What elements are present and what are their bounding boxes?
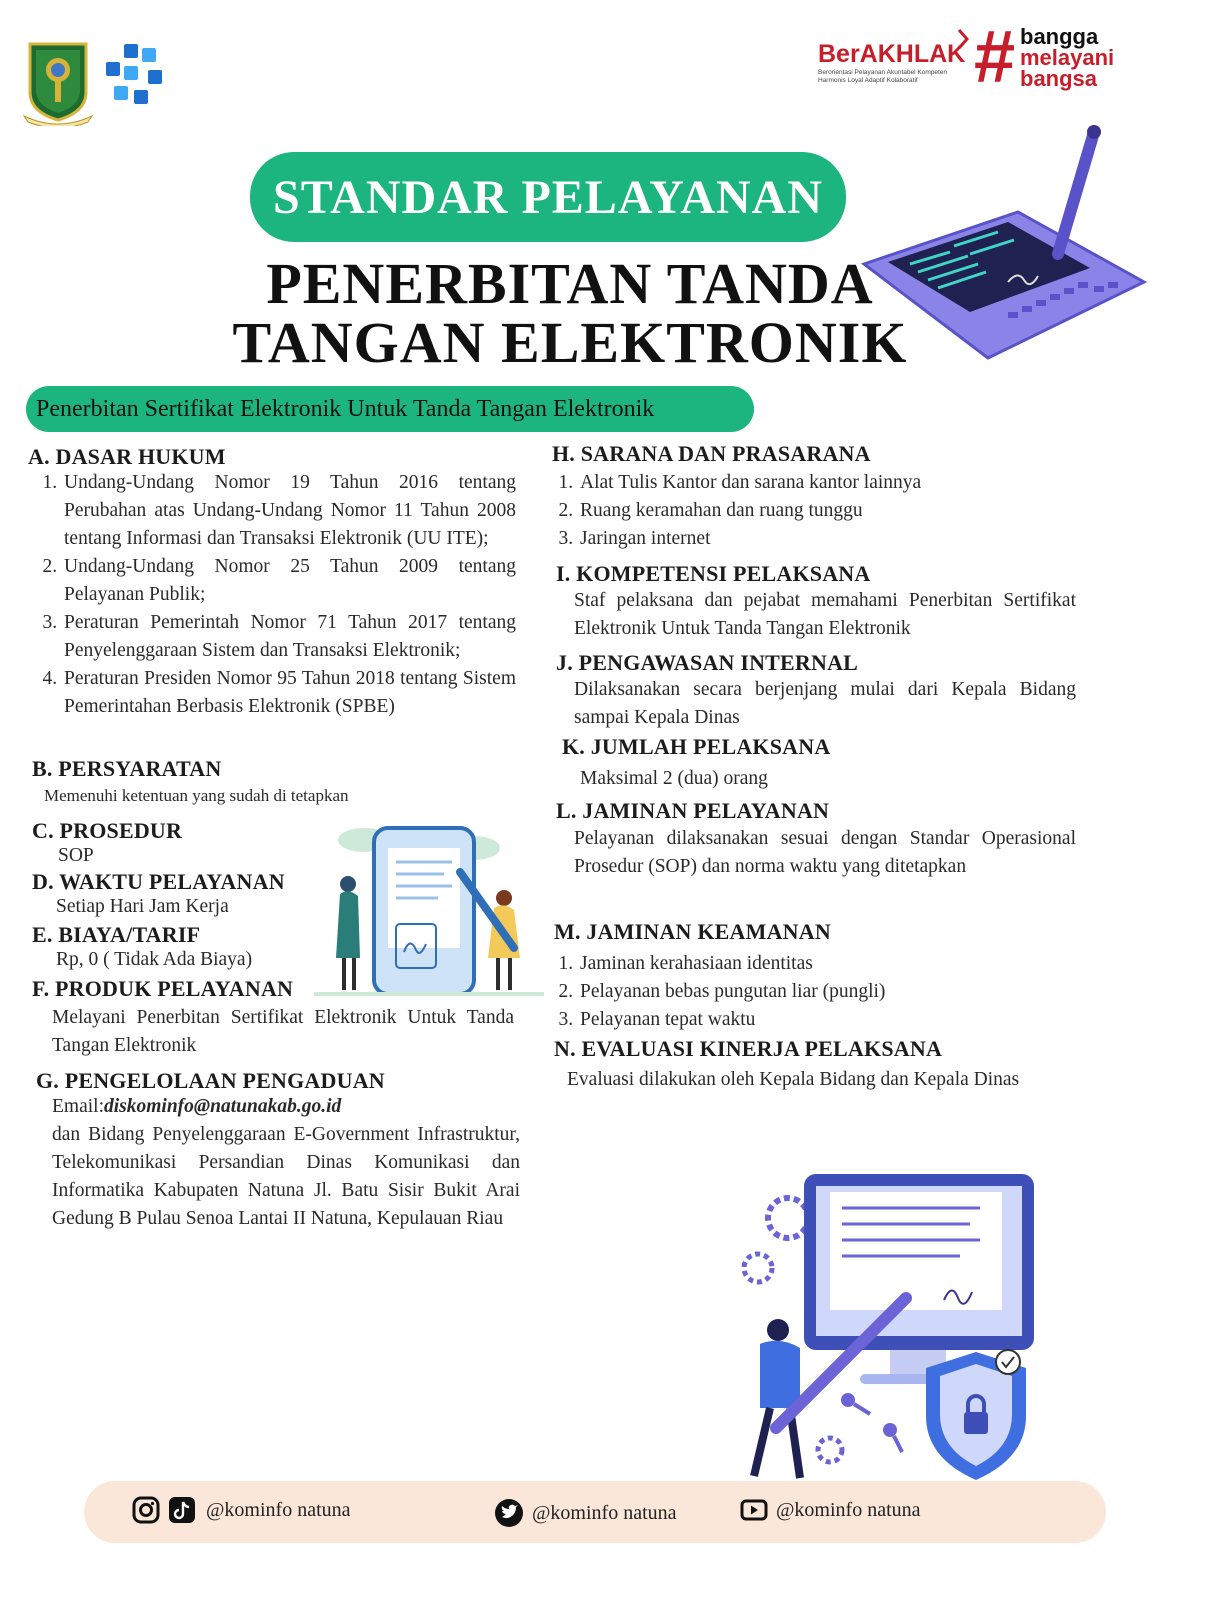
bangga-melayani-logo	[974, 15, 1134, 98]
section-l-text: Pelayanan dilaksanakan sesuai dengan Standar Operasional Prosedur (SOP) dan norma waktu yang ditetapkan	[574, 828, 1076, 877]
tiktok-icon[interactable]	[168, 1496, 196, 1524]
berakhlak-logo	[818, 40, 968, 90]
service-standard-badge: STANDAR PELAYANAN	[250, 152, 846, 242]
twitter-icon[interactable]	[494, 1498, 524, 1528]
section-h-title: H. SARANA DAN PRASARANA	[552, 441, 871, 466]
section-j-title: J. PENGAWASAN INTERNAL	[556, 650, 859, 675]
chevron-right-icon	[955, 28, 971, 50]
section-k-text: Maksimal 2 (dua) orang	[580, 768, 768, 789]
section-n-title: N. EVALUASI KINERJA PELAKSANA	[554, 1036, 943, 1061]
section-b-text: Memenuhi ketentuan yang sudah di tetapkan	[44, 786, 349, 805]
tablet-signature-illustration	[858, 122, 1148, 362]
list-item: 1. Alat Tulis Kantor dan sarana kantor lainnya	[578, 469, 1064, 497]
twitter-label[interactable]: @kominfo natuna	[532, 1501, 677, 1524]
section-c-title: C. PROSEDUR	[32, 818, 183, 843]
section-i-title: I. KOMPETENSI PELAKSANA	[556, 561, 871, 586]
section-f-text: Melayani Penerbitan Sertifikat Elektronik Untuk Tanda Tangan Elektronik	[52, 1007, 514, 1056]
section-i-text: Staf pelaksana dan pejabat memahami Penerbitan Sertifikat Elektronik Untuk Tanda Tangan Elektronik	[574, 590, 1076, 639]
berakhlak-text: BerAKHLAK	[818, 40, 966, 68]
email-link[interactable]: diskominfo@natunakab.go.id	[104, 1096, 342, 1117]
main-title-line-1: PENERBITAN TANDA	[266, 251, 874, 316]
section-f-title: F. PRODUK PELAYANAN	[32, 976, 294, 1001]
phone-signature-illustration	[314, 818, 544, 998]
section-m-list	[544, 950, 1064, 1034]
melayani-text: melayani	[1020, 45, 1115, 70]
email-label: Email:	[52, 1096, 104, 1117]
section-e-title: E. BIAYA/TARIF	[32, 922, 201, 947]
section-c-text: SOP	[58, 845, 94, 866]
section-m-title: M. JAMINAN KEAMANAN	[554, 919, 831, 944]
list-item: 3. Pelayanan tepat waktu	[578, 1006, 1064, 1034]
regency-emblem-icon	[22, 40, 94, 126]
bangga-text: bangga	[1020, 24, 1099, 49]
section-g-email-line	[52, 1093, 341, 1121]
list-item: 1. Jaminan kerahasiaan identitas	[578, 950, 1064, 978]
list-item: 2. Pelayanan bebas pungutan liar (pungli)	[578, 978, 1064, 1006]
list-item: 4. Peraturan Presiden Nomor 95 Tahun 2018 tentang Sistem Pemerintahan Berbasis Elektronik (SPBE)	[62, 665, 516, 721]
kominfo-logo-icon	[102, 42, 168, 108]
youtube-handle[interactable]	[740, 1496, 921, 1524]
section-h-list	[544, 469, 1064, 553]
section-g-text: dan Bidang Penyelenggaraan E-Government Infrastruktur, Telekomunikasi Persandian Dinas Komunikasi dan Informatika Kabupaten Natuna Jl. Batu Sisir Bukit Arai Gedung B Pulau Senoa Lantai II Natuna, Kepulauan Riau	[52, 1124, 520, 1229]
bangsa-text: bangsa	[1020, 66, 1098, 91]
youtube-icon[interactable]	[740, 1496, 768, 1524]
instagram-icon[interactable]	[132, 1496, 160, 1524]
instagram-tiktok-label[interactable]: @kominfo natuna	[206, 1498, 351, 1521]
youtube-label[interactable]: @kominfo natuna	[776, 1498, 921, 1521]
instagram-tiktok-handle[interactable]	[132, 1496, 351, 1524]
hash-mark: #	[974, 15, 1016, 98]
berakhlak-line-2: Harmonis Loyal Adaptif Kolaboratif	[818, 77, 918, 84]
monitor-security-illustration	[730, 1168, 1040, 1488]
list-item: 3. Peraturan Pemerintah Nomor 71 Tahun 2017 tentang Penyelenggaraan Sistem dan Transaksi Elektronik;	[62, 609, 516, 665]
list-item: 1. Undang-Undang Nomor 19 Tahun 2016 tentang Perubahan atas Undang-Undang Nomor 11 Tahun 2008 tentang Informasi dan Transaksi Elektronik (UU ITE);	[62, 469, 516, 553]
twitter-handle[interactable]	[494, 1498, 677, 1528]
section-a-list	[28, 469, 516, 721]
section-d-title: D. WAKTU PELAYANAN	[32, 869, 285, 894]
section-a-title: A. DASAR HUKUM	[28, 444, 226, 469]
section-j-text: Dilaksanakan secara berjenjang mulai dari Kepala Bidang sampai Kepala Dinas	[574, 679, 1076, 728]
berakhlak-line-1: Berorientasi Pelayanan Akuntabel Kompeten	[818, 69, 948, 76]
section-g-title: G. PENGELOLAAN PENGADUAN	[36, 1068, 385, 1093]
list-item: 2. Ruang keramahan dan ruang tunggu	[578, 497, 1064, 525]
section-k-title: K. JUMLAH PELAKSANA	[562, 734, 831, 759]
main-title-line-2: TANGAN ELEKTRONIK	[232, 310, 908, 375]
section-n-text: Evaluasi dilakukan oleh Kepala Bidang dan Kepala Dinas	[567, 1069, 1020, 1090]
list-item: 3. Jaringan internet	[578, 525, 1064, 553]
section-d-text: Setiap Hari Jam Kerja	[56, 896, 229, 917]
section-b-title: B. PERSYARATAN	[32, 756, 222, 781]
section-e-text: Rp, 0 ( Tidak Ada Biaya)	[56, 949, 253, 970]
section-l-title: L. JAMINAN PELAYANAN	[556, 798, 830, 823]
list-item: 2. Undang-Undang Nomor 25 Tahun 2009 tentang Pelayanan Publik;	[62, 553, 516, 609]
subtitle-banner: Penerbitan Sertifikat Elektronik Untuk Tanda Tangan Elektronik	[26, 386, 754, 432]
